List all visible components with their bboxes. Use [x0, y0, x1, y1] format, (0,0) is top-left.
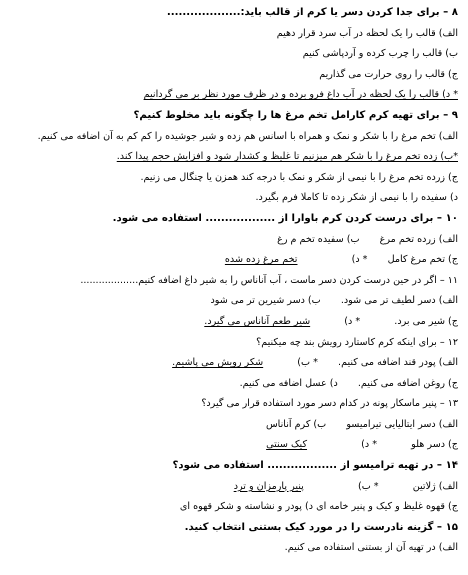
question-14-option-b-marker: * ب) [357, 480, 379, 492]
question-10-options-ab [8, 230, 458, 251]
question-11-option-c: ج) شیر می برد. [394, 315, 458, 327]
question-14-option-a: الف) ژلاتین [412, 480, 458, 492]
question-9-title: ۹ – برای تهیه کرم کارامل تخم مرغ ها را چگونه باید مخلوط کنیم؟ [133, 109, 458, 121]
question-14-options-cd: ج) قهوه غلیظ و کیک و پنیر خامه ای د) پودر و نشاسته و شکر قهوه ای [179, 501, 458, 513]
question-13-title: ۱۳ – پنیر ماسکار پونه در کدام دسر مورد استفاده قرار می گیرد؟ [201, 398, 458, 410]
question-11-options-ab [8, 291, 458, 312]
question-8-option-c: ج) قالب را روی حرارت می گذاریم [319, 68, 458, 80]
question-8-option-a: الف) قالب را یک لحظه در آب سرد قرار دهیم [276, 27, 458, 39]
question-13-answer: کیک سنتی [266, 439, 308, 451]
question-14-options-ab [8, 477, 458, 498]
question-9-option-a: الف) تخم مرغ را با شکر و نمک و همراه با اسانس هم زده و شیر جوشیده را کم کم به آن اضافه می کنیم. [37, 130, 458, 142]
question-12-option-c: ج) روغن اضافه می کنیم. [357, 377, 458, 389]
question-11-options-cd [8, 312, 458, 333]
question-15-title: ۱۵ – گزینه نادرست را در مورد کیک بستنی انتخاب کنید. [184, 521, 458, 533]
question-11-option-b: ب) دسر شیرین تر می شود [210, 295, 321, 307]
question-12-option-b-marker: * ب) [297, 357, 318, 369]
question-8-option-d [8, 85, 458, 106]
question-9-answer: *ب) زده تخم مرغ را با شکر هم میزنیم تا غلیظ و کشدار شود و افزایش حجم پیدا کند. [116, 151, 458, 163]
question-12-title: ۱۲ – برای اینکه کرم کاستارد رویش بند چه میکنیم؟ [256, 336, 458, 348]
question-12-options-ab [8, 353, 458, 374]
question-10-title: ۱۰ – برای درست کردن کرم باوارا از .................. استفاده می شود. [112, 212, 458, 224]
question-12-option-a: الف) پودر قند اضافه می کنیم. [338, 357, 458, 369]
question-8-answer: * د) قالب را یک لحظه در آب داغ فرو برده و در ظرف مورد نظر بر می گردانیم [143, 89, 458, 101]
question-8-title: ۸ – برای جدا کردن دسر یا کرم از قالب باید:................... [166, 7, 458, 18]
question-13-options-cd [8, 435, 458, 456]
question-13-options-ab [8, 415, 458, 436]
question-9-option-b [8, 147, 458, 168]
question-10-option-b: ب) سفیده تخم م رغ [277, 233, 360, 245]
question-14-title: ۱۴ – در تهیه ترامیسو از .................. استفاده می شود؟ [172, 460, 458, 472]
question-14-answer: پنیر پارمزان و ترد [233, 480, 304, 492]
question-12-answer: شکر رویش می پاشیم. [172, 357, 264, 369]
question-13-option-a: الف) دسر ایتالیایی تیرامیسو [346, 418, 458, 430]
question-10-option-a: الف) زرده تخم مرغ [379, 233, 458, 245]
question-8-option-b: ب) قالب را چرب کرده و آردپاشی کنیم [302, 48, 458, 60]
question-10-options-cd [8, 250, 458, 271]
question-12-options-cd [8, 374, 458, 395]
question-9-option-c: ج) زرده تخم مرغ را با نیمی از شکر و نمک با درجه کند همزن یا چنگال می زنیم. [140, 171, 458, 183]
question-13-option-c: ج) دسر هلو [411, 439, 458, 451]
question-10-option-c: ج) تخم مرغ کامل [387, 254, 458, 266]
question-13-option-d-marker: * د) [361, 439, 378, 451]
question-11-option-a: الف) دسر لطیف تر می شود. [340, 295, 458, 307]
question-15-option-a: الف) در تهیه آن از بستنی استفاده می کنیم. [284, 542, 458, 554]
question-13-option-b: ب) کرم آناناس [265, 418, 327, 430]
question-11-title: ۱۱ – اگر در حین درست کردن دسر ماست ، آب آناناس را به شیر داغ اضافه کنیم................... [80, 274, 458, 286]
question-9-option-d: د) سفیده را با نیمی از شکر زده تا کاملا فرم بگیرد. [255, 192, 458, 204]
question-11-answer: شیر طعم آناناس می گیرد. [204, 315, 311, 327]
question-10-option-d-marker: * د) [351, 254, 368, 266]
question-10-answer: تخم مرغ زده شده [224, 254, 298, 266]
question-12-option-d: د) عسل اضافه می کنیم. [239, 377, 338, 389]
question-11-option-d-marker: * د) [344, 315, 361, 327]
